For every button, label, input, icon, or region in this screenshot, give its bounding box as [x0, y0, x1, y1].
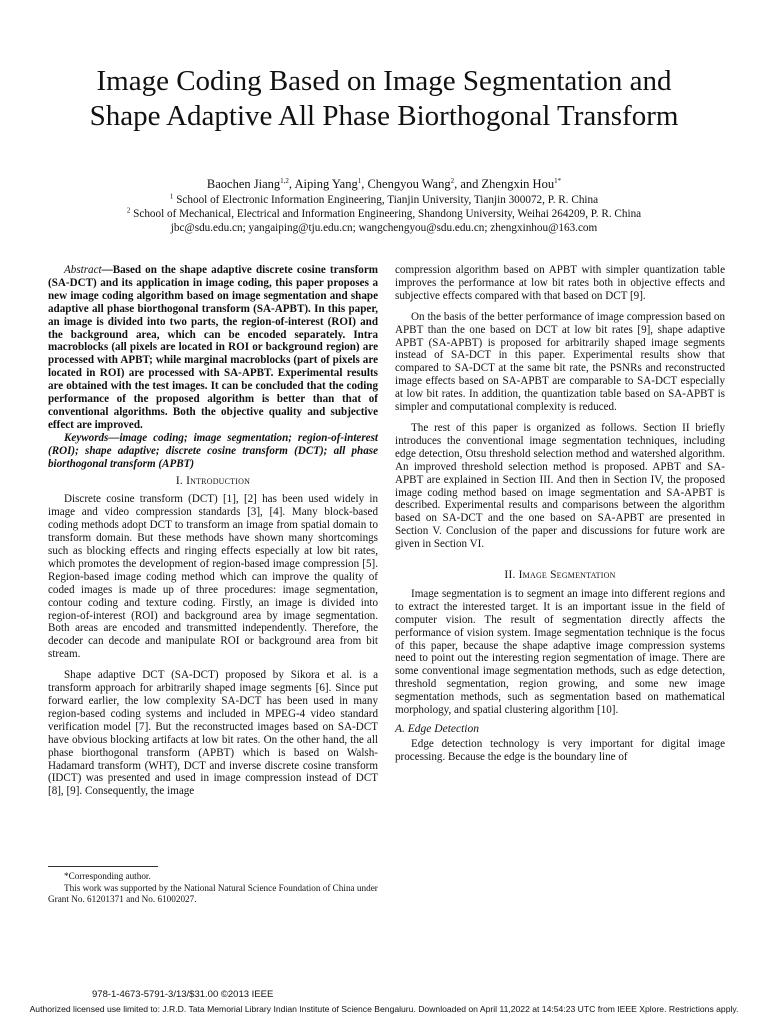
affiliation-1-sup: 1 — [169, 192, 174, 201]
edge-detection-paragraph: Edge detection technology is very important for digital image processing. Because the edge is the boundary line of — [395, 737, 725, 763]
right-column — [395, 264, 725, 764]
isbn-line: 978-1-4673-5791-3/13/$31.00 ©2013 IEEE — [92, 989, 274, 1000]
title-line-1: Image Coding Based on Image Segmentation and — [96, 65, 672, 97]
footnote-corresponding: *Corresponding author. — [64, 871, 151, 881]
keywords-text: —image coding; image segmentation; region-of-interest (ROI); shape adaptive; discrete cosine transform (DCT); all phase biorthogonal transform (APBT) — [48, 431, 378, 470]
author-4-sup: 1* — [554, 176, 562, 185]
keywords-label: Keywords — [64, 431, 109, 444]
intro-paragraph-4: On the basis of the better performance of image compression based on APBT than the one based on DCT at low bit rates [9], shape adaptive APBT (SA-APBT) is proposed for arbitrarily shaped image segments instead of SA-DCT in this paper. Experimental results show that compared to SA-DCT at the same bit rate, the PSNRs and reconstructed image effects based on SA-APBT are comparable to SA-DCT especially at low bit rates. In addition, the quantization table based on SA-APBT is simpler and computational complexity is reduced. — [395, 310, 725, 414]
segmentation-paragraph-1: Image segmentation is to segment an image into different regions and to extract the interested target. It is an important issue in the field of computer vision. The result of segmentation directly affects the performance of vision system. Image segmentation technique is the focus of this paper, because the shape adaptive image compression systems need to point out the interesting region segmentation of image. There are some conventional image segmentation methods, such as edge detection, threshold segmentation, region growing, and some new image segmentation methods, such as segmentation based on mathematical morphology, and spatial clustering algorithm [10]. — [395, 587, 725, 717]
section-2-heading: II. Image Segmentation — [504, 569, 616, 582]
footnote-funding: This work was supported by the National Natural Science Foundation of China under Grant No. 61201371 and No. 61002027. — [48, 882, 378, 904]
author-3: Chengyou Wang — [367, 177, 451, 191]
intro-paragraph-3: compression algorithm based on APBT with simpler quantization table improves the performance at low bit rates both in objective effects and subjective effects compared with that based on DCT [9]. — [395, 264, 725, 302]
author-2-sup: 1 — [357, 176, 362, 185]
left-column — [48, 264, 378, 798]
intro-paragraph-1: Discrete cosine transform (DCT) [1], [2] has been used widely in image and video compression standards [3], [4]. Many block-based coding methods adopt DCT to transform an image from spatial domain to transform domain. But these methods have shown many shortcomings such as blocking effects and ringing effects especially at low bit rates, which promotes the development of region-based image compression [5]. Region-based image coding method which can improve the quality of coded images is made up of three procedures: image segmentation, contour coding and texture coding. Firstly, an image is divided into region-of-interest (ROI) and background area by image segmentation. Both areas are encoded and transmitted independently. Therefore, the decoder can decode and manipulate ROI or background area from bit stream. — [48, 493, 378, 661]
author-1-sup: 1,2 — [280, 176, 289, 185]
abstract-text: —Based on the shape adaptive discrete cosine transform (SA-DCT) and its application in image coding, this paper proposes a new image coding algorithm based on image segmentation and shape adaptive all phase biorthogonal transform (SA-APBT). In this paper, an image is divided into two parts, the region-of-interest (ROI) and the background area, which can be encoded separately. Intra macroblocks (all pixels are located in ROI or background region) are processed with APBT; while marginal macroblocks (part of pixels are located in ROI) are processed with SA-APBT. Experimental results are obtained with the test images. It can be concluded that the coding performance of the proposed algorithm is better than that of conventional algorithms. Both the objective quality and subjective effect are improved. — [48, 264, 378, 431]
license-notice: Authorized licensed use limited to: J.R.D. Tata Memorial Library Indian Institute of Science Bengaluru. Downloaded on April 11,2022 at 14:54:23 UTC from IEEE Xplore. Restrictions apply. — [29, 1004, 739, 1014]
affiliation-1-text: School of Electronic Information Engineering, Tianjin University, Tianjin 300072, P. R. China — [176, 194, 599, 206]
author-2: Aiping Yang — [294, 177, 358, 191]
author-1: Baochen Jiang — [206, 177, 281, 191]
paper-title — [0, 64, 768, 134]
affiliation-2-text: School of Mechanical, Electrical and Information Engineering, Shandong University, Weihai 264209, P. R. China — [133, 208, 642, 220]
subsection-a-heading: A. Edge Detection — [395, 723, 479, 735]
footnotes — [48, 866, 378, 906]
abstract-label: Abstract — [64, 264, 102, 276]
footnote-divider — [48, 866, 158, 867]
affiliation-2-sup: 2 — [126, 206, 131, 215]
title-line-2: Shape Adaptive All Phase Biorthogonal Transform — [89, 100, 679, 132]
author-3-sup: 2 — [450, 176, 455, 185]
section-1-heading: I. Introduction — [175, 474, 251, 487]
author-4: and Zhengxin Hou — [460, 177, 555, 191]
keywords — [48, 432, 378, 471]
intro-paragraph-5: The rest of this paper is organized as follows. Section II briefly introduces the conventional image segmentation techniques, including edge detection, Otsu threshold selection method and watershed algorithm. An improved threshold selection method is proposed. APBT and SA-APBT are explained in Section III. And then in Section IV, the proposed image coding method based on image segmentation and SA-APBT is described. Experimental results and comparisons between the algorithm based on SA-DCT and the one based on SA-APBT are presented in Section V. Conclusion of the paper and discussions for future work are given in Section VI. — [395, 421, 725, 551]
author-list: Baochen Jiang$^{1,2}$, Aiping Yang$^1$, Chengyou Wang$^2$, and Zhengxin Hou$^{1*}$ — [206, 176, 562, 191]
abstract — [48, 264, 378, 432]
intro-paragraph-2: Shape adaptive DCT (SA-DCT) proposed by Sikora et al. is a transform approach for arbitrarily shaped image segments [6]. Since put forward earlier, the low complexity SA-DCT has been used in many region-based coding systems and included in MPEG-4 video standard verification model [7]. But the reconstructed images based on SA-DCT have obvious blocking artifacts at low bit rates. On the other hand, the all phase biorthogonal transform (APBT) which is based on Walsh-Hadamard transform (WHT), DCT and inverse discrete cosine transform (IDCT) was presented and used in image compression instead of DCT [8], [9]. Consequently, the image — [48, 669, 378, 798]
author-emails: jbc@sdu.edu.cn; yangaiping@tju.edu.cn; wangchengyou@sdu.edu.cn; zhengxinhou@163.com — [170, 222, 598, 234]
affiliation-1 — [0, 193, 768, 207]
affiliation-2 — [0, 207, 768, 221]
